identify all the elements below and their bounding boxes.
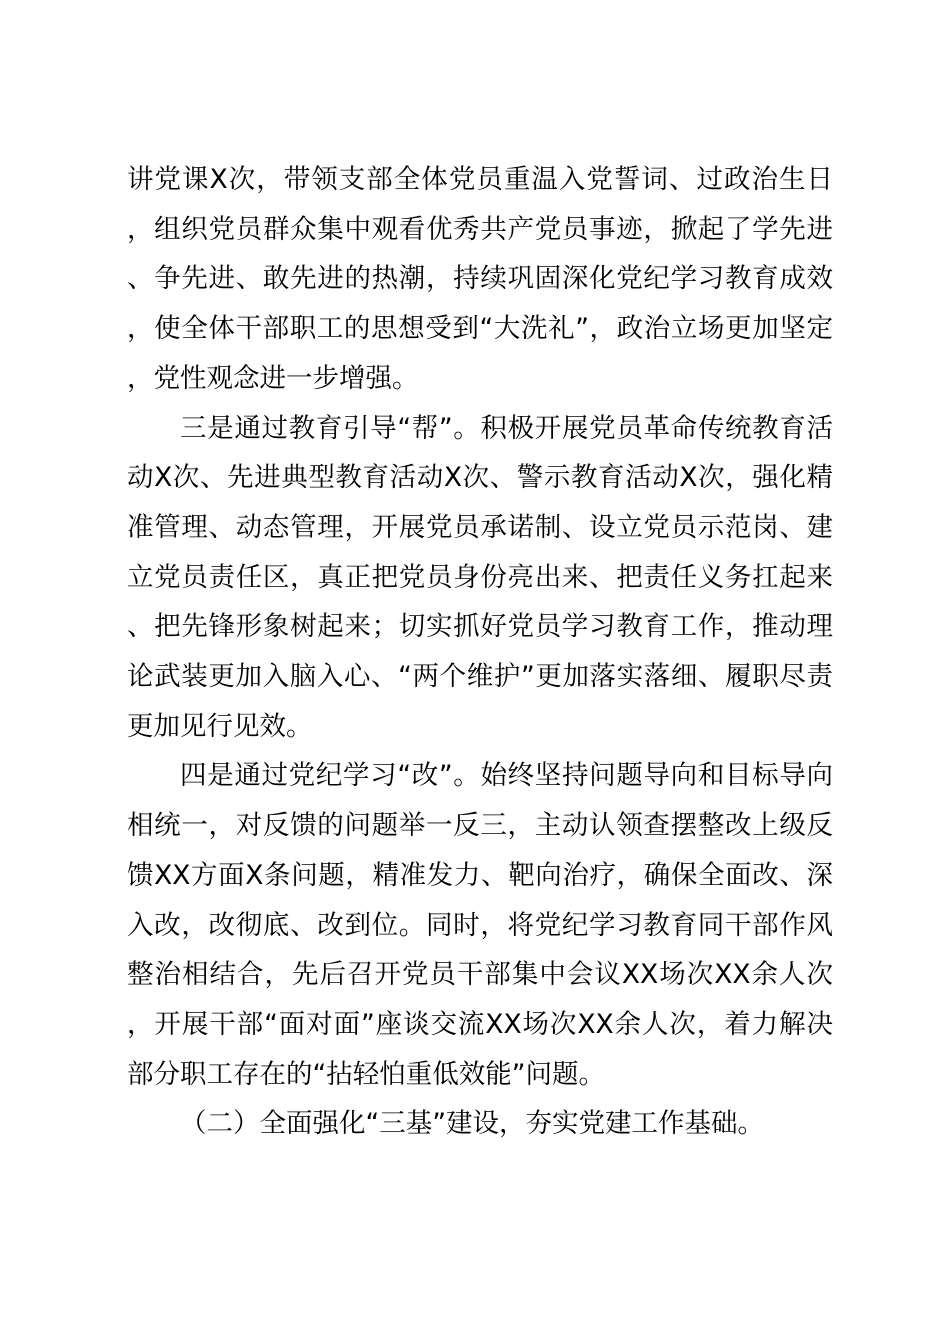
paragraph-2: 三是通过教育引导“帮”。积极开展党员革命传统教育活动X次、先进典型教育活动X次、警示教育活动X次，强化精准管理、动态管理，开展党员承诺制、设立党员示范岗、建立党员责任区，真正把党员身份亮出来、把责任义务扛起来、把先锋形象树起来；切实抓好党员学习教育工作，推动理论武装更加入脑入心、“两个维护”更加落实落细、履职尽责更加见行见效。 — [127, 412, 833, 742]
document-body — [127, 155, 833, 1149]
paragraph-4-section-heading: （二）全面强化“三基”建设，夯实党建工作基础。 — [180, 1108, 764, 1140]
paragraph-1: 讲党课X次，带领支部全体党员重温入党誓词、过政治生日，组织党员群众集中观看优秀共产党员事迹，掀起了学先进、争先进、敢先进的热潮，持续巩固深化党纪学习教育成效，使全体干部职工的思想受到“大洗礼”，政治立场更加坚定，党性观念进一步增强。 — [127, 164, 833, 394]
paragraph-3: 四是通过党纪学习“改”。始终坚持问题导向和目标导向相统一，对反馈的问题举一反三，主动认领查摆整改上级反馈XX方面X条问题，精准发力、靶向治疗，确保全面改、深入改，改彻底、改到位。同时，将党纪学习教育同干部作风整治相结合，先后召开党员干部集中会议XX场次XX余人次，开展干部“面对面”座谈交流XX场次XX余人次，着力解决部分职工存在的“拈轻怕重低效能”问题。 — [127, 760, 833, 1090]
